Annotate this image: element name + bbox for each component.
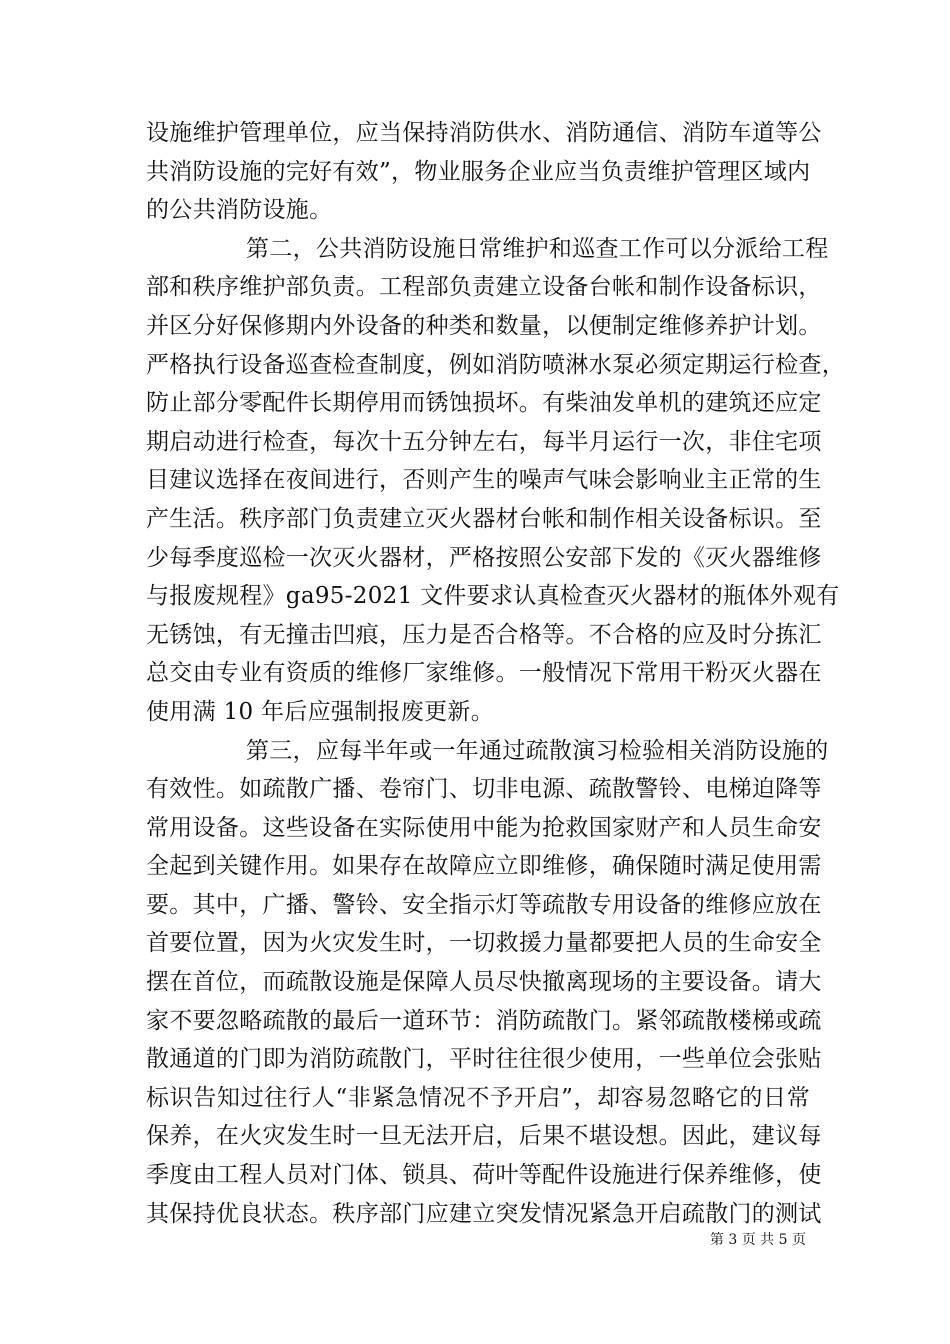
text-line: 少每季度巡检一次灭火器材，严格按照公安部下发的《灭火器维修 xyxy=(146,544,822,571)
text-line: 保养，在火灾发生时一旦无法开启，后果不堪设想。因此，建议每 xyxy=(146,1123,822,1150)
text-line: 总交由专业有资质的维修厂家维修。一般情况下常用干粉灭火器在 xyxy=(146,660,822,687)
text-line: 严格执行设备巡查检查制度，例如消防喷淋水泵必须定期运行检查， xyxy=(146,351,845,378)
paragraph-start-line: 第二，公共消防设施日常维护和巡查工作可以分派给工程 xyxy=(246,235,829,262)
text-line: 全起到关键作用。如果存在故障应立即维修，确保随时满足使用需 xyxy=(146,853,822,880)
text-line: 与报废规程》ga95-2021 文件要求认真检查灭火器材的瓶体外观有 xyxy=(146,583,840,610)
paragraph-start-line: 第三，应每半年或一年通过疏散演习检验相关消防设施的 xyxy=(246,737,829,764)
text-line: 产生活。秩序部门负责建立灭火器材台帐和制作相关设备标识。至 xyxy=(146,505,822,532)
text-line: 部和秩序维护部负责。工程部负责建立设备台帐和制作设备标识， xyxy=(146,274,822,301)
text-line: 家不要忽略疏散的最后一道环节：消防疏散门。紧邻疏散楼梯或疏 xyxy=(146,1007,822,1034)
text-line: 的公共消防设施。 xyxy=(146,197,333,224)
text-line: 标识告知过往行人“非紧急情况不予开启”，却容易忽略它的日常 xyxy=(146,1084,810,1111)
text-line: 要。其中，广播、警铃、安全指示灯等疏散专用设备的维修应放在 xyxy=(146,891,822,918)
text-line: 并区分好保修期内外设备的种类和数量，以便制定维修养护计划。 xyxy=(146,312,822,339)
text-line: 首要位置，因为火灾发生时，一切救援力量都要把人员的生命安全 xyxy=(146,930,822,957)
text-line: 散通道的门即为消防疏散门，平时往往很少使用，一些单位会张贴 xyxy=(146,1046,822,1073)
text-line: 防止部分零配件长期停用而锈蚀损坏。有柴油发单机的建筑还应定 xyxy=(146,390,822,417)
text-line: 目建议选择在夜间进行，否则产生的噪声气味会影响业主正常的生 xyxy=(146,467,822,494)
text-line: 使用满 10 年后应强制报废更新。 xyxy=(146,698,494,725)
page-number: 第 3 页 共 5 页 xyxy=(709,1232,806,1248)
text-line: 有效性。如疏散广播、卷帘门、切非电源、疏散警铃、电梯迫降等 xyxy=(146,776,822,803)
body-text xyxy=(146,114,845,1233)
text-line: 其保持优良状态。秩序部门应建立突发情况紧急开启疏散门的测试 xyxy=(146,1200,822,1227)
text-line: 季度由工程人员对门体、锁具、荷叶等配件设施进行保养维修，使 xyxy=(146,1162,822,1189)
text-line: 摆在首位，而疏散设施是保障人员尽快撤离现场的主要设备。请大 xyxy=(146,969,822,996)
text-line: 期启动进行检查，每次十五分钟左右，每半月运行一次，非住宅项 xyxy=(146,428,822,455)
text-line: 无锈蚀，有无撞击凹痕，压力是否合格等。不合格的应及时分拣汇 xyxy=(146,621,822,648)
text-line: 设施维护管理单位，应当保持消防供水、消防通信、消防车道等公 xyxy=(146,120,822,146)
text-line: 常用设备。这些设备在实际使用中能为抢救国家财产和人员生命安 xyxy=(146,814,822,841)
text-line: 共消防设施的完好有效”，物业服务企业应当负责维护管理区域内 xyxy=(146,158,811,185)
